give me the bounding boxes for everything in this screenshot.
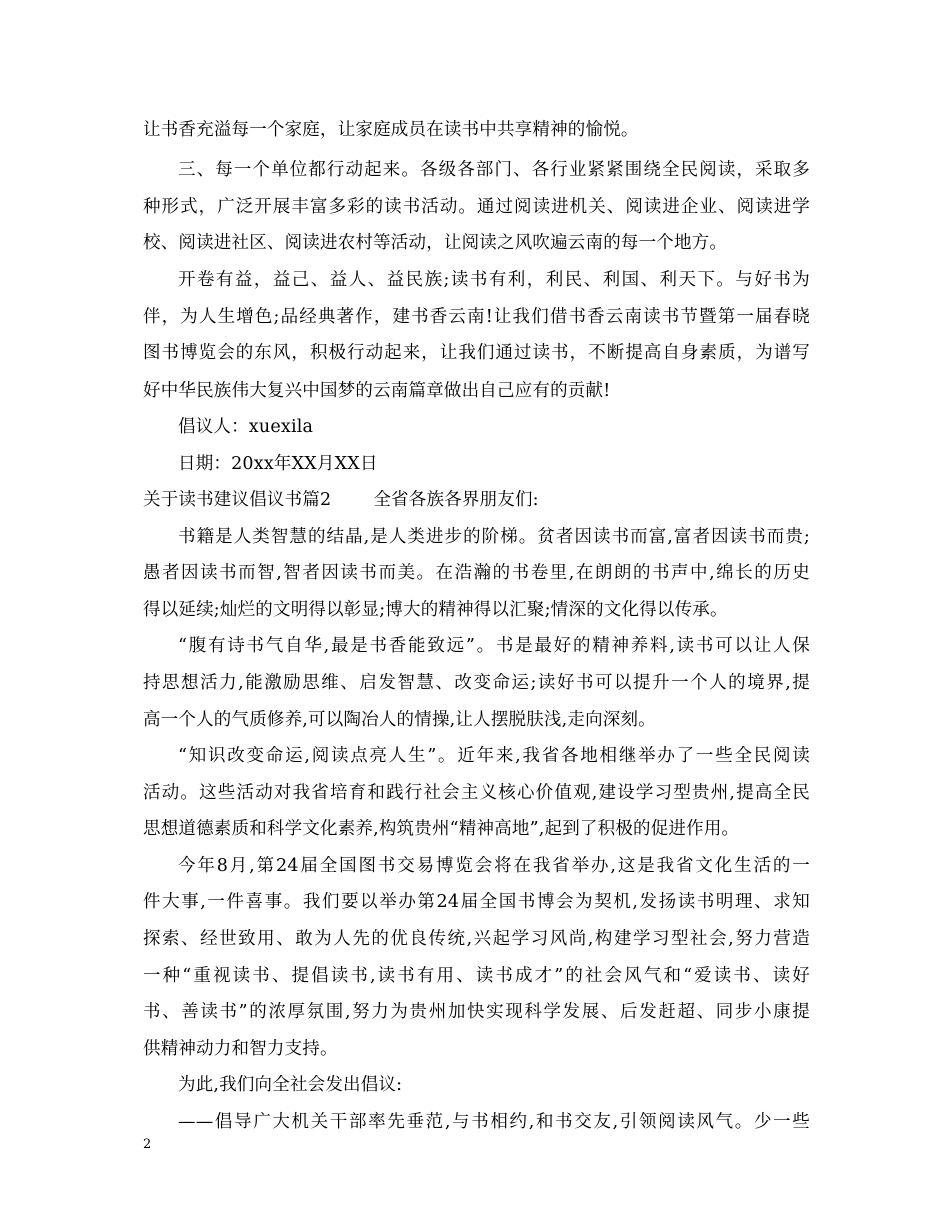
text-line: 校、阅读进社区、阅读进农村等活动，让阅读之风吹遍云南的每一个地方。 bbox=[143, 233, 728, 253]
text-line: 高一个人的气质修养,可以陶冶人的情操,让人摆脱肤浅,走向深刻。 bbox=[143, 710, 656, 730]
section-heading-line bbox=[143, 490, 539, 510]
text-line: 得以延续;灿烂的文明得以彰显;博大的精神得以汇聚;情深的文化得以传承。 bbox=[143, 600, 728, 620]
text-line: 持思想活力,能激励思维、启发智慧、改变命运;读好书可以提升一个人的境界,提 bbox=[143, 673, 810, 693]
text-line: 开卷有益，益己、益人、益民族;读书有利，利民、利国、利天下。与好书为 bbox=[178, 270, 810, 290]
text-line: 让书香充溢每一个家庭，让家庭成员在读书中共享精神的愉悦。 bbox=[143, 120, 639, 140]
text-line: 活动。这些活动对我省培育和践行社会主义核心价值观,建设学习型贵州,提高全民 bbox=[143, 783, 810, 803]
text-line: “腹有诗书气自华,最是书香能致远”。书是最好的精神养料,读书可以让人保 bbox=[178, 636, 810, 656]
text-line: 好中华民族伟大复兴中国梦的云南篇章做出自己应有的贡献! bbox=[143, 381, 611, 401]
text-line: 伴，为人生增色;品经典著作，建书香云南!让我们借书香云南读书节暨第一届春晓 bbox=[143, 307, 810, 327]
text-line: 今年8月,第24届全国图书交易博览会将在我省举办,这是我省文化生活的一 bbox=[178, 856, 810, 876]
section-heading: 关于读书建议倡议书篇2 bbox=[143, 490, 332, 510]
text-line: 书籍是人类智慧的结晶,是人类进步的阶梯。贫者因读书而富,富者因读书而贵; bbox=[178, 527, 810, 547]
text-line: 思想道德素质和科学文化素养,构筑贵州“精神高地”,起到了积极的促进作用。 bbox=[143, 819, 740, 839]
text-line: 愚者因读书而智,智者因读书而美。在浩瀚的书卷里,在朗朗的书声中,绵长的历史 bbox=[143, 563, 810, 583]
signatory-line: 倡议人：xuexila bbox=[178, 417, 314, 437]
text-line: 一种“重视读书、提倡读书,读书有用、读书成才”的社会风气和“爱读书、读好 bbox=[143, 966, 810, 986]
page-number: 2 bbox=[143, 1137, 152, 1152]
text-line: 种形式，广泛开展丰富多彩的读书活动。通过阅读进机关、阅读进企业、阅读进学 bbox=[143, 197, 810, 217]
text-line: “知识改变命运,阅读点亮人生”。近年来,我省各地相继举办了一些全民阅读 bbox=[178, 746, 810, 766]
text-line: 件大事,一件喜事。我们要以举办第24届全国书博会为契机,发扬读书明理、求知 bbox=[143, 892, 810, 912]
text-line: 三、每一个单位都行动起来。各级各部门、各行业紧紧围绕全民阅读，采取多 bbox=[178, 160, 810, 180]
text-line: ——倡导广大机关干部率先垂范,与书相约,和书交友,引领阅读风气。少一些 bbox=[178, 1112, 810, 1132]
text-line: 为此,我们向全社会发出倡议: bbox=[178, 1075, 403, 1095]
date-line: 日期：20xx年XX月XX日 bbox=[178, 454, 378, 474]
text-line: 探索、经世致用、敢为人先的优良传统,兴起学习风尚,构建学习型社会,努力营造 bbox=[143, 929, 810, 949]
text-line: 书、善读书”的浓厚氛围,努力为贵州加快实现科学发展、后发赶超、同步小康提 bbox=[143, 1002, 810, 1022]
text-line: 图书博览会的东风，积极行动起来，让我们通过读书，不断提高自身素质，为谱写 bbox=[143, 343, 810, 363]
text-line: 供精神动力和智力支持。 bbox=[143, 1039, 338, 1059]
salutation: 全省各族各界朋友们: bbox=[373, 490, 539, 510]
